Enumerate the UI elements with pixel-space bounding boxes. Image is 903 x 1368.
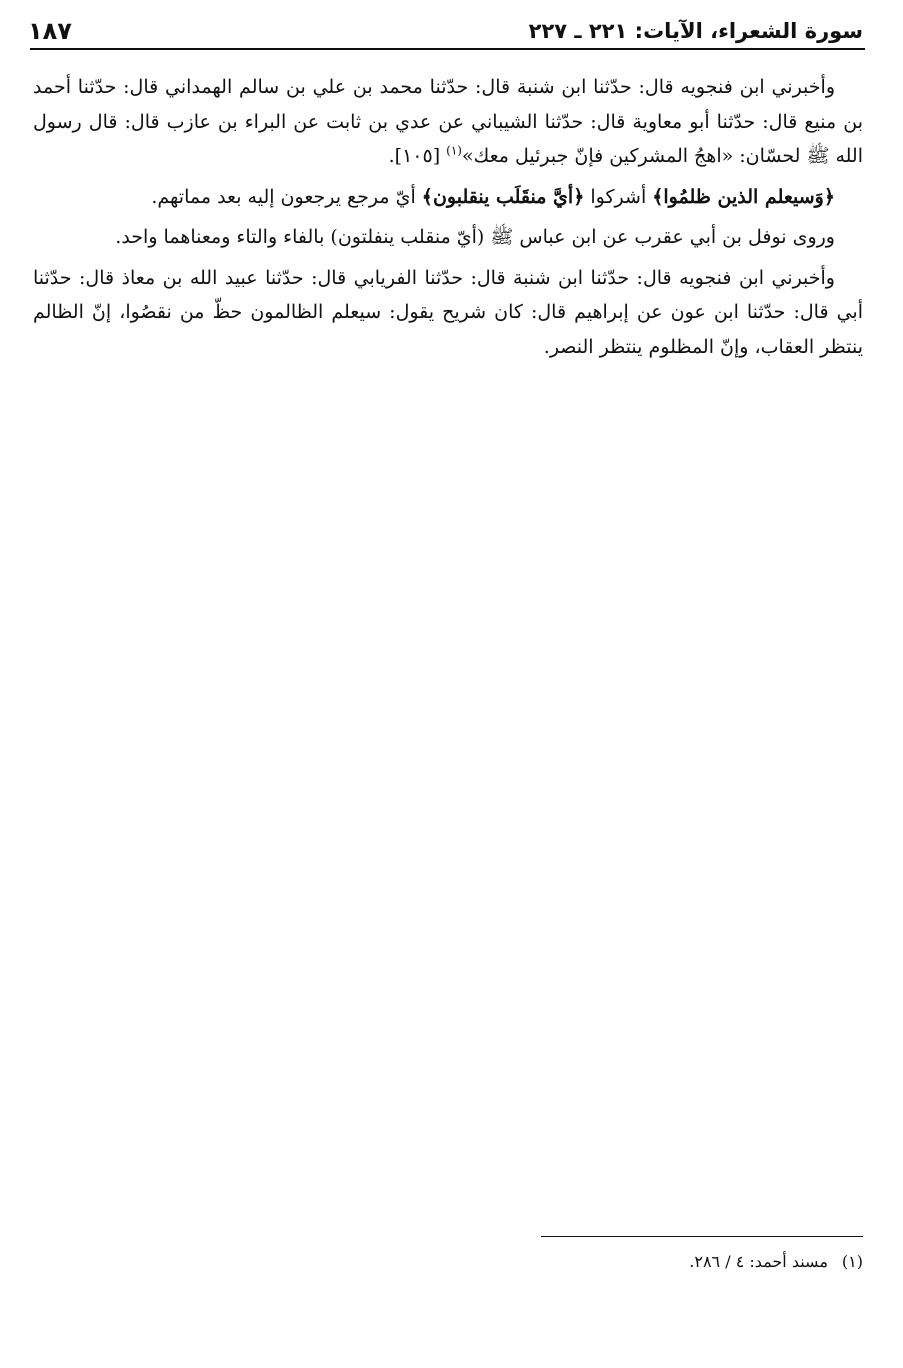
header-rule bbox=[30, 48, 865, 50]
paragraph-hadith-hassan bbox=[33, 70, 863, 174]
page-header bbox=[28, 12, 863, 46]
quran-verse-text: أيَّ منقَلَب ينقلبون bbox=[432, 185, 574, 208]
quran-bracket-close: ﴾ bbox=[652, 185, 664, 208]
paragraph-verse-commentary bbox=[33, 180, 863, 215]
footnote-rule bbox=[541, 1236, 863, 1237]
paragraph-text: أيّ مرجع يرجعون إليه بعد مماتهم. bbox=[151, 185, 422, 208]
footnotes bbox=[33, 1248, 863, 1276]
main-text bbox=[33, 70, 863, 370]
verse-number: [١٠٥]. bbox=[388, 145, 447, 167]
quran-bracket-open: ﴿ bbox=[823, 185, 835, 208]
paragraph-shurayh: وأخبرني ابن فنجويه قال: حدّثنا ابن شنبة قال: حدّثنا الفريابي قال: حدّثنا عبيد الله بن معاذ قال: حدّثنا أبي قال: حدّثنا ابن عون عن إبراهيم قال: كان شريح يقول: سيعلم الظالمون حظّ من نقصُوا، إنّ الظالم ينتظر العقاب، وإنّ المظلوم ينتظر النصر. bbox=[33, 266, 863, 358]
footnote-item bbox=[33, 1248, 863, 1276]
paragraph-variant-reading: وروى نوفل بن أبي عقرب عن ابن عباس ﷺ (أيّ منقلب ينفلتون) بالفاء والتاء ومعناهما واحد. bbox=[115, 226, 835, 248]
footnote-reference: (١) bbox=[446, 143, 462, 158]
paragraph-text: أشركوا bbox=[584, 185, 653, 208]
page-number: ١٨٧ bbox=[28, 17, 72, 45]
paragraph-text: وأخبرني ابن فنجويه قال: حدّثنا ابن شنبة قال: حدّثنا محمد بن علي بن سالم الهمداني قال: حدّثنا أحمد بن منيع قال: حدّثنا أبو معاوية قال: حدّثنا الشيباني عن عدي بن ثابت عن البراء بن عازب قال: قال رسول الله ﷺ لحسّان: «اهجُ المشركين فإنّ جبرئيل معك» bbox=[33, 76, 863, 167]
quran-bracket-open: ﴿ bbox=[573, 185, 585, 208]
quran-bracket-close: ﴾ bbox=[421, 185, 433, 208]
footnote-text: مسند أحمد: ٤ / ٢٨٦. bbox=[689, 1252, 828, 1271]
footnote-number: (١) bbox=[841, 1252, 863, 1271]
running-title: سورة الشعراء، الآيات: ٢٢١ ـ ٢٢٧ bbox=[528, 19, 863, 43]
quran-verse-text: وَسيعلم الذين ظلمُوا bbox=[663, 185, 824, 208]
